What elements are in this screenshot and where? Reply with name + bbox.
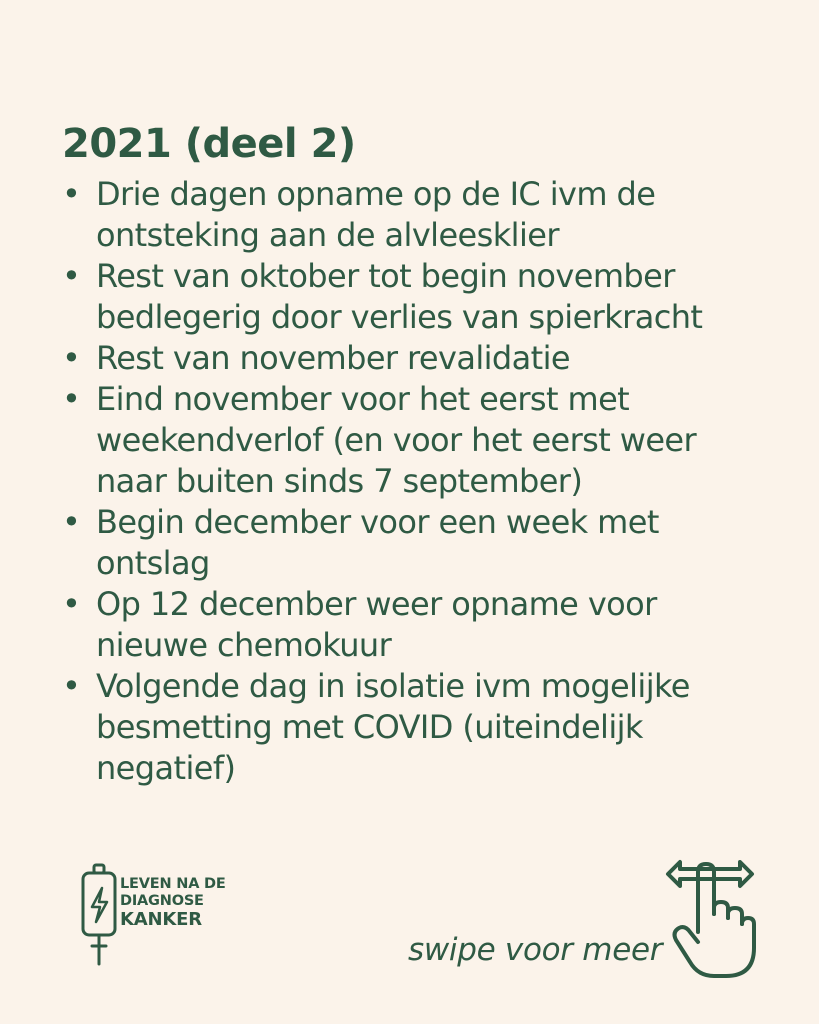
bullet-icon: • (62, 175, 81, 213)
bullet-icon: • (62, 380, 81, 418)
brand-line-1: LEVEN NA DE (120, 876, 226, 892)
bullet-icon: • (62, 339, 81, 377)
list-item-line: besmetting met COVID (uiteindelijk (96, 708, 643, 746)
list-item (62, 502, 802, 584)
list-item-line: weekendverlof (en voor het eerst weer (96, 421, 697, 459)
list-item (62, 338, 802, 379)
list-item-line: Volgende dag in isolatie ivm mogelijke (96, 667, 690, 705)
brand-logo (80, 862, 250, 970)
list-item (62, 584, 802, 666)
list-item-line: negatief) (96, 749, 236, 787)
iv-bag-lightning-icon (80, 862, 120, 970)
list-item-line: Eind november voor het eerst met (96, 380, 630, 418)
list-item (62, 256, 802, 338)
swipe-hand-icon[interactable] (660, 852, 760, 982)
list-item-line: Begin december voor een week met (96, 503, 659, 541)
list-item-line: naar buiten sinds 7 september) (96, 462, 583, 500)
list-item-line: bedlegerig door verlies van spierkracht (96, 298, 703, 336)
brand-line-2: DIAGNOSE (120, 893, 204, 909)
list-item-line: Op 12 december weer opname voor (96, 585, 657, 623)
list-item-line: Rest van november revalidatie (96, 339, 570, 377)
list-item (62, 666, 802, 789)
bullet-icon: • (62, 667, 81, 705)
swipe-hint[interactable]: swipe voor meer (408, 932, 663, 968)
list-item-line: Rest van oktober tot begin november (96, 257, 675, 295)
list-item-line: ontslag (96, 544, 210, 582)
page-title: 2021 (deel 2) (62, 121, 356, 167)
bullet-icon: • (62, 257, 81, 295)
brand-name (120, 876, 226, 930)
brand-line-3: KANKER (120, 909, 202, 930)
list-item-line: Drie dagen opname op de IC ivm de (96, 175, 656, 213)
list-item (62, 174, 802, 256)
bullet-icon: • (62, 585, 81, 623)
list-item (62, 379, 802, 502)
list-item-line: nieuwe chemokuur (96, 626, 392, 664)
list-item-line: ontsteking aan de alvleesklier (96, 216, 559, 254)
timeline-list (62, 174, 802, 789)
bullet-icon: • (62, 503, 81, 541)
